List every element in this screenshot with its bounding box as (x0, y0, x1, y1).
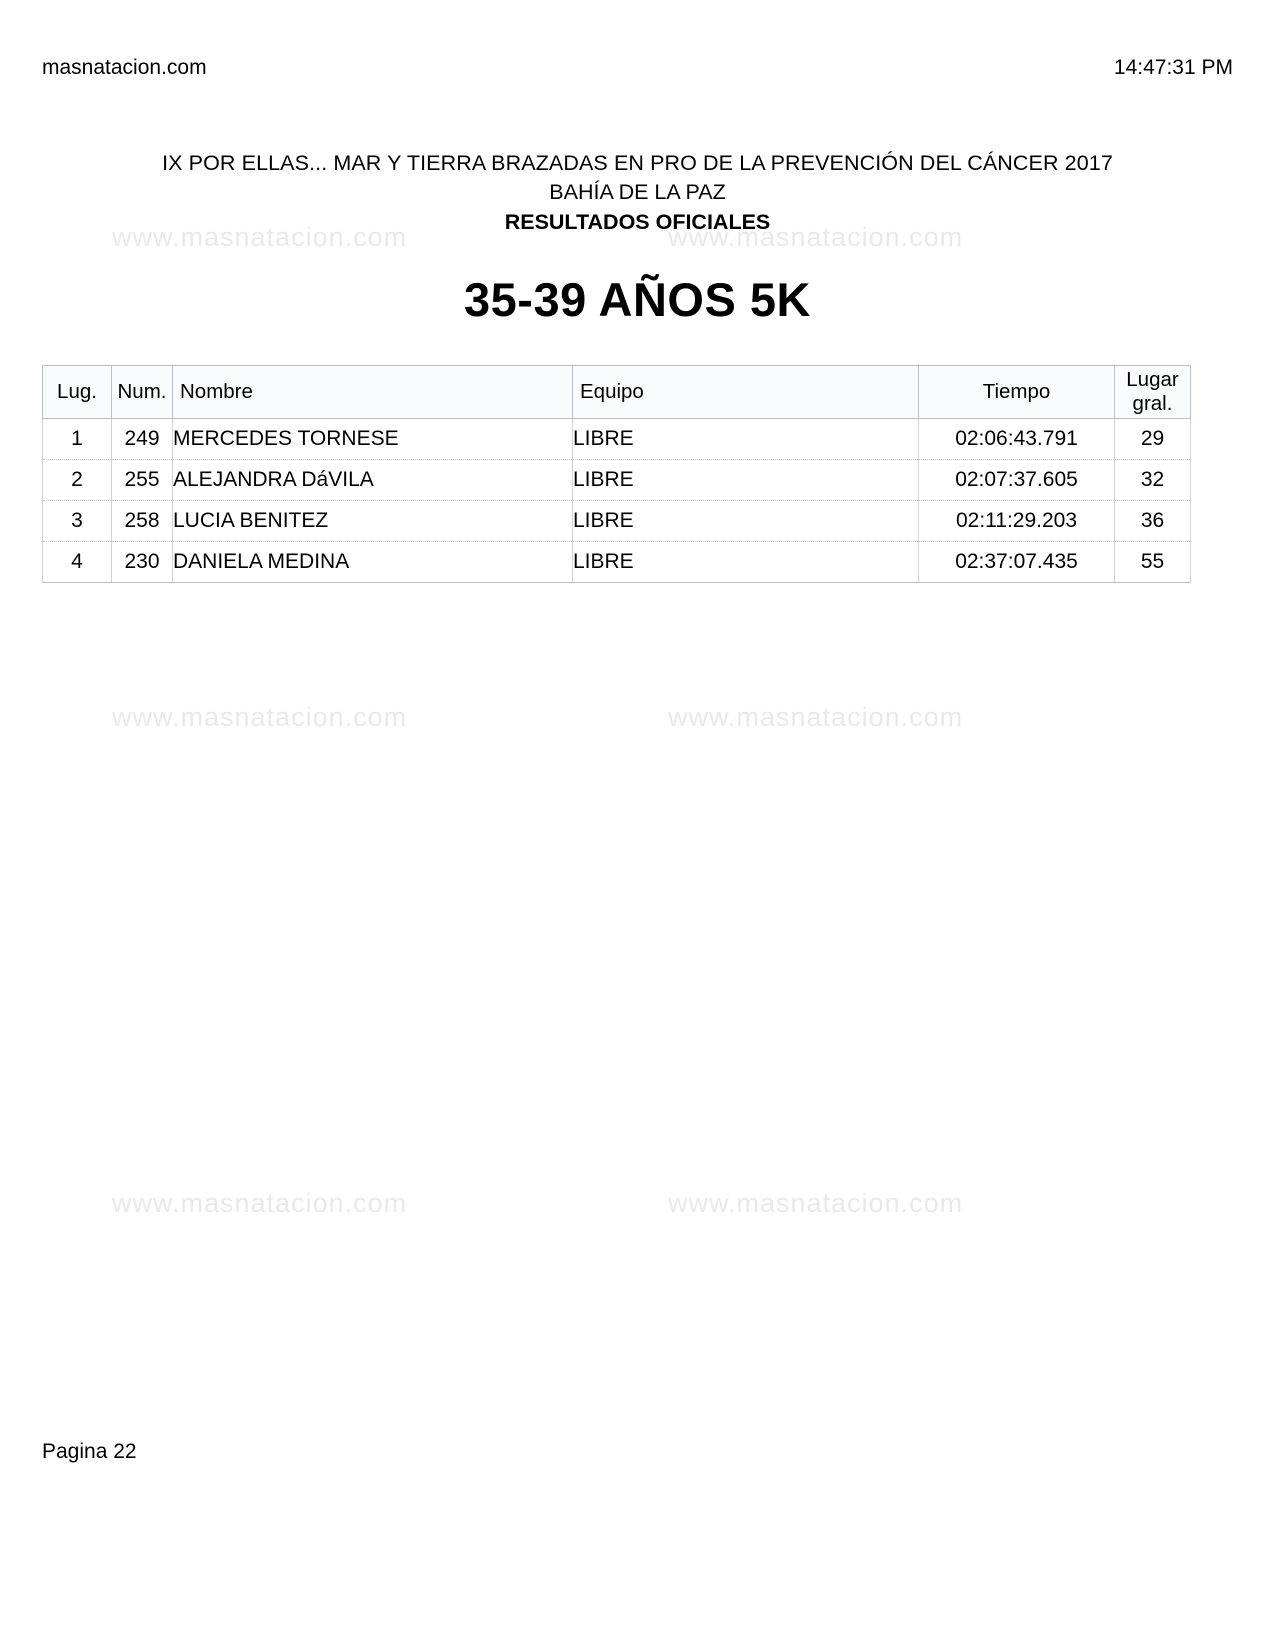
column-header-equipo: Equipo (573, 366, 919, 419)
lugar-gral-line1: Lugar (1126, 368, 1179, 391)
cell-lugar: 1 (43, 419, 112, 460)
document-titles (0, 148, 1275, 237)
document-subtitle: RESULTADOS OFICIALES (504, 210, 771, 234)
lugar-gral-line2: gral. (1132, 392, 1173, 415)
cell-nombre: LUCIA BENITEZ (173, 501, 573, 542)
cell-equipo: LIBRE (573, 501, 919, 542)
cell-lugar-gral: 32 (1115, 460, 1191, 501)
cell-tiempo: 02:37:07.435 (919, 542, 1115, 583)
column-header-lugar-gral (1115, 366, 1191, 419)
cell-nombre: ALEJANDRA DáVILA (173, 460, 573, 501)
table-body (43, 419, 1191, 583)
cell-tiempo: 02:07:37.605 (919, 460, 1115, 501)
page-number: Pagina 22 (42, 1440, 137, 1463)
cell-nombre: MERCEDES TORNESE (173, 419, 573, 460)
table-row (43, 460, 1191, 501)
cell-tiempo: 02:06:43.791 (919, 419, 1115, 460)
cell-lugar: 3 (43, 501, 112, 542)
cell-tiempo: 02:11:29.203 (919, 501, 1115, 542)
watermark: www.masnatacion.com (668, 222, 964, 252)
event-title: IX POR ELLAS... MAR Y TIERRA BRAZADAS EN PRO DE LA PREVENCIÓN DEL CÁNCER 2017 (162, 151, 1113, 175)
page-header (42, 56, 1233, 80)
column-header-tiempo: Tiempo (919, 366, 1115, 419)
column-header-lugar: Lug. (43, 366, 112, 419)
cell-equipo: LIBRE (573, 460, 919, 501)
watermark: www.masnatacion.com (668, 702, 964, 732)
timestamp: 14:47:31 PM (1113, 56, 1233, 79)
table-row (43, 419, 1191, 460)
table-header-row (43, 366, 1191, 419)
cell-numero: 258 (112, 501, 173, 542)
column-header-nombre: Nombre (173, 366, 573, 419)
cell-lugar-gral: 29 (1115, 419, 1191, 460)
table-header (43, 366, 1191, 419)
cell-equipo: LIBRE (573, 419, 919, 460)
site-name: masnatacion.com (42, 56, 207, 79)
watermark: www.masnatacion.com (668, 1188, 964, 1218)
cell-numero: 249 (112, 419, 173, 460)
table-row (43, 542, 1191, 583)
cell-lugar: 2 (43, 460, 112, 501)
cell-numero: 255 (112, 460, 173, 501)
cell-lugar-gral: 55 (1115, 542, 1191, 583)
results-table (42, 365, 1191, 583)
cell-numero: 230 (112, 542, 173, 583)
watermark: www.masnatacion.com (112, 1188, 408, 1218)
cell-lugar-gral: 36 (1115, 501, 1191, 542)
watermark: www.masnatacion.com (112, 222, 408, 252)
cell-nombre: DANIELA MEDINA (173, 542, 573, 583)
cell-lugar: 4 (43, 542, 112, 583)
page-title: 35-39 AÑOS 5K (464, 273, 811, 326)
column-header-numero: Num. (112, 366, 173, 419)
event-venue: BAHÍA DE LA PAZ (549, 180, 726, 204)
cell-equipo: LIBRE (573, 542, 919, 583)
table-row (43, 501, 1191, 542)
watermark: www.masnatacion.com (112, 702, 408, 732)
